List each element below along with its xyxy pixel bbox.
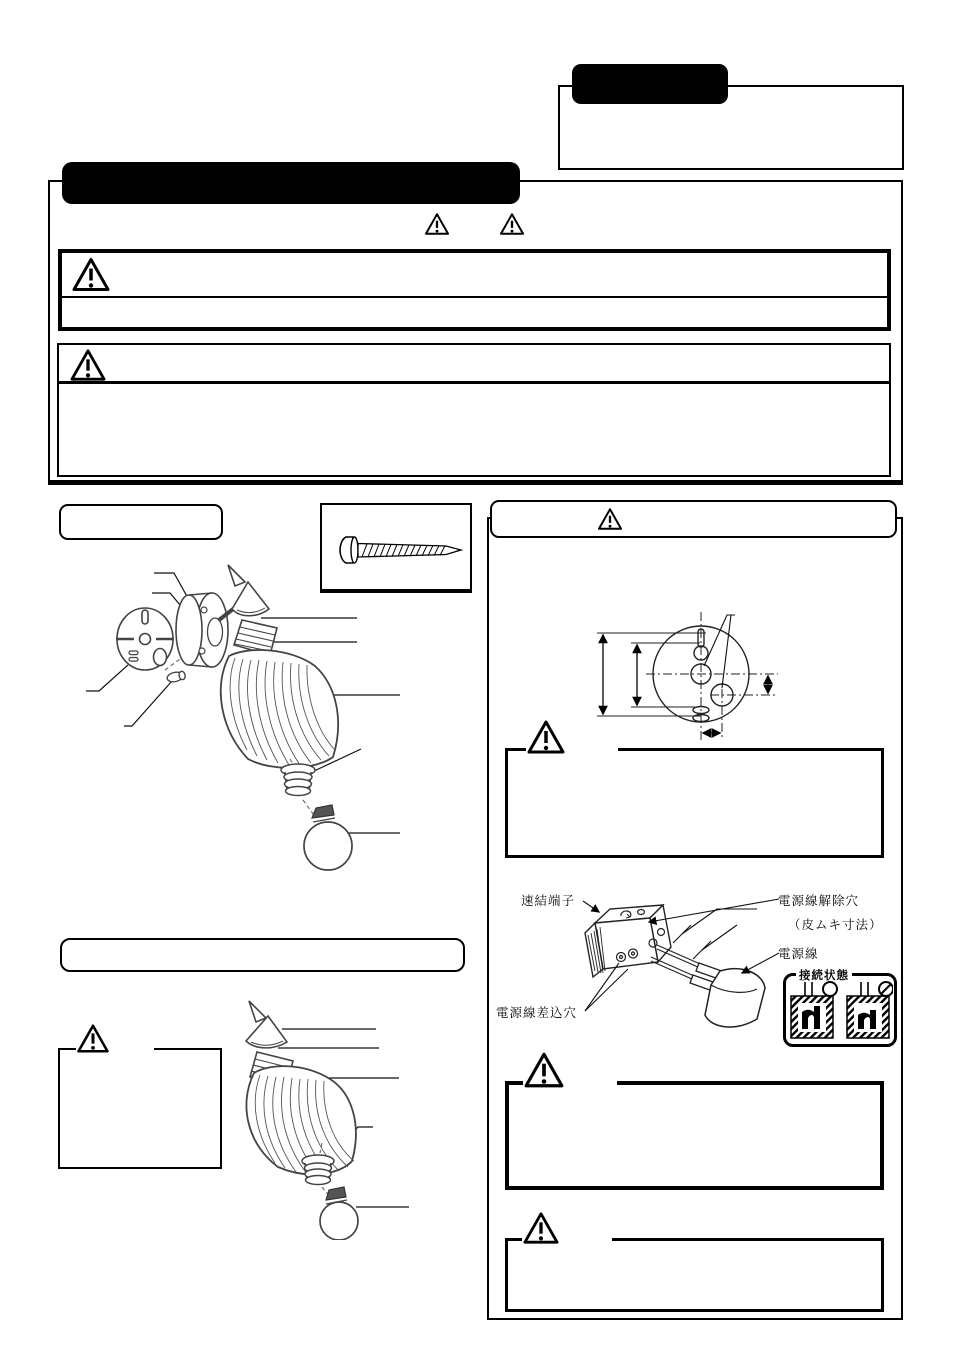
warning-patch <box>526 722 618 755</box>
caution-box-1-divider <box>62 296 887 298</box>
exploded-fixture-diagram <box>85 560 405 880</box>
lamp-caution-box <box>58 1048 222 1169</box>
install-header-box <box>59 504 223 540</box>
connection-state-title: 接続状態 <box>796 967 852 983</box>
warning-icon <box>523 1051 565 1089</box>
top-black-tab <box>572 64 728 104</box>
warning-icon <box>597 507 623 531</box>
title-banner <box>62 162 520 204</box>
label-strip-length: （皮ムキ寸法） <box>788 918 883 932</box>
caution-box-2-divider <box>59 381 889 384</box>
warning-patch <box>76 1026 154 1054</box>
connection-state-diagrams <box>789 980 893 1042</box>
caution-box-4 <box>505 1081 884 1190</box>
ok-mark-icon <box>823 982 837 996</box>
connection-state-box <box>783 970 897 1047</box>
caution-box-2 <box>57 343 891 477</box>
warning-icon <box>71 256 111 293</box>
prohibited-mark-icon <box>879 982 893 996</box>
warning-icon <box>522 1211 560 1245</box>
label-power-line: 電源線 <box>778 947 819 961</box>
label-power-line-release-hole: 電源線解除穴 <box>778 894 860 908</box>
warning-icon <box>424 212 450 236</box>
label-power-line-insert-hole: 電源線差込穴 <box>496 1006 578 1020</box>
warning-icon <box>76 1023 110 1054</box>
caution-box-3 <box>505 748 884 858</box>
exploded-lamp-diagram <box>230 995 475 1240</box>
warning-icon <box>499 212 525 236</box>
warning-icon <box>526 719 566 755</box>
caution-box-1 <box>58 249 891 331</box>
warning-patch <box>522 1213 612 1245</box>
caution-box-5 <box>505 1238 884 1312</box>
label-quick-connect-terminal: 速結端子 <box>521 894 576 908</box>
lamp-header-box <box>60 938 465 972</box>
terminal-wiring-diagram <box>495 885 795 1050</box>
warning-patch <box>523 1055 617 1089</box>
warning-icon <box>69 348 107 382</box>
right-header-box <box>490 500 897 538</box>
